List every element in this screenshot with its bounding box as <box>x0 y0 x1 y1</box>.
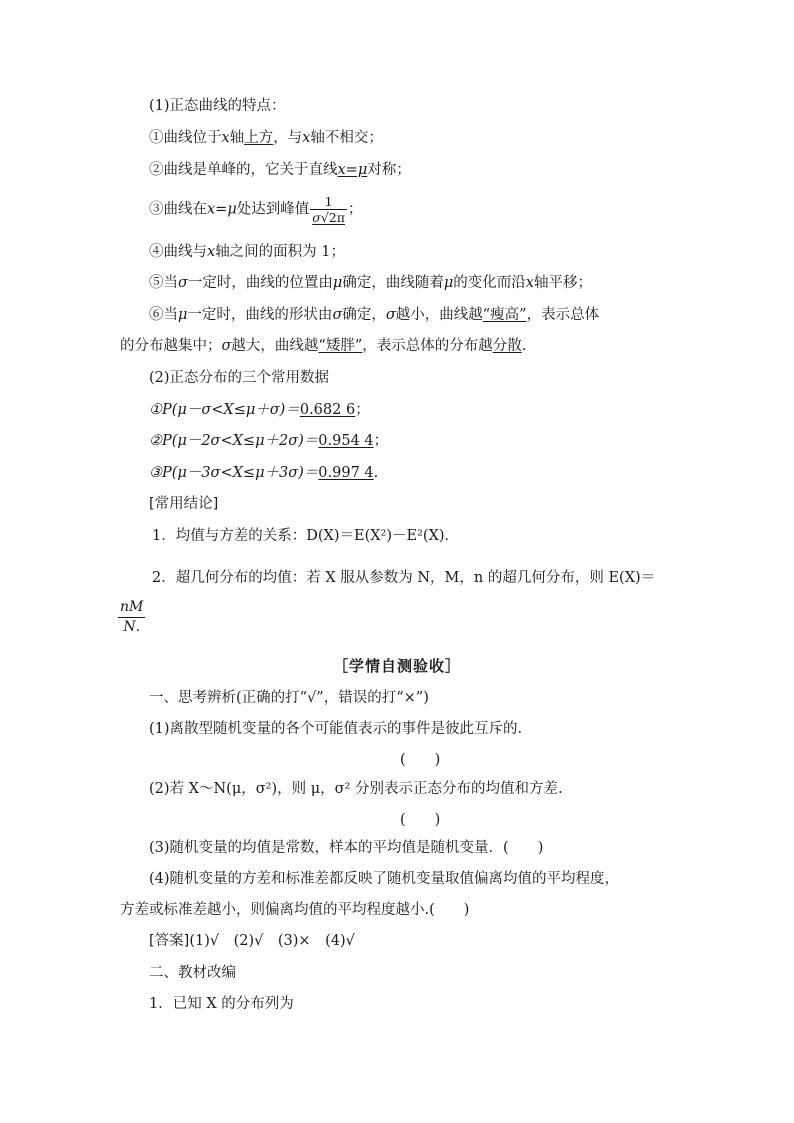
property-6-continued: 的分布越集中；σ越大，曲线越“矮胖”，表示总体的分布越分散. <box>120 338 527 354</box>
blank-answer: “矮胖” <box>318 338 363 354</box>
answer-blank: ( ) <box>400 812 441 828</box>
answer-line: [答案](1)√ (2)√ (3)× (4)√ <box>149 933 355 949</box>
question-4: (4)随机变量的方差和标准差都反映了随机变量取值偏离均值的平均程度， <box>149 871 620 887</box>
question-2: (2)若 X～N(μ，σ²)，则 μ，σ² 分别表示正态分布的均值和方差. <box>149 781 563 797</box>
property-4: ④曲线与x轴之间的面积为 1； <box>149 244 346 260</box>
question-3: (3)随机变量的均值是常数，样本的平均值是随机变量．( ) <box>149 840 544 856</box>
property-2: ②曲线是单峰的，它关于直线x=μ对称； <box>149 162 411 178</box>
question-1: (1)离散型随机变量的各个可能值表示的事件是彼此互斥的. <box>149 721 523 737</box>
section-heading: ［学情自测验收］ <box>332 657 461 675</box>
normal-rule-2: ②P(μ－2σ<X≤μ＋2σ)＝0.954 4； <box>149 433 389 449</box>
normal-rule-1: ①P(μ－σ<X≤μ＋σ)＝0.682 6； <box>149 402 370 418</box>
conclusion-1: 1．均值与方差的关系：D(X)＝E(X²)－E²(X)． <box>152 528 460 544</box>
question-5: 1．已知 X 的分布列为 <box>149 996 294 1012</box>
question-4-continued: 方差或标准差越小，则偏离均值的平均程度越小.( ) <box>120 902 470 918</box>
part2-title: 二、教材改编 <box>149 965 236 981</box>
blank-answer: 0.997 4 <box>318 465 374 481</box>
blank-answer: 0.682 6 <box>299 402 356 418</box>
answer-tag: [答案] <box>149 933 190 949</box>
property-3: ③曲线在x=μ处达到峰值 $\frac{1}{\sigma√2\pi}$ ； <box>149 194 363 225</box>
property-5: ⑤当σ一定时，曲线的位置由μ确定，曲线随着μ的变化而沿x轴平移； <box>149 275 592 291</box>
blank-answer: 0.954 4 <box>318 433 374 449</box>
blank-answer: 上方 <box>244 130 274 146</box>
property-6: ⑥当μ一定时，曲线的形状由σ确定，σ越小，曲线越“瘦高”，表示总体 <box>149 307 600 323</box>
answer-blank: ( ) <box>400 752 441 768</box>
expectation-fraction: $\frac{nM}{N.}$ <box>120 599 144 635</box>
peak-value-fraction: $\frac{1}{\sigma√2\pi}$ <box>312 194 345 225</box>
property-1: ①曲线位于x轴上方，与x轴不相交； <box>149 130 383 146</box>
normal-rule-3: ③P(μ－3σ<X≤μ＋3σ)＝0.997 4. <box>149 465 379 481</box>
conclusion-2: 2．超几何分布的均值：若 X 服从参数为 N，M，n 的超几何分布，则 E(X)＝ <box>152 570 656 586</box>
section2-title: (2)正态分布的三个常用数据 <box>149 370 330 386</box>
blank-answer: “瘦高” <box>482 307 527 323</box>
blank-answer: 分散 <box>492 338 522 354</box>
part1-title: 一、思考辨析(正确的打“√”，错误的打“×”) <box>149 690 429 706</box>
section1-title: (1)正态曲线的特点： <box>149 98 286 114</box>
blank-answer: x=μ <box>337 162 368 178</box>
conclusions-tag: [常用结论] <box>149 496 219 512</box>
